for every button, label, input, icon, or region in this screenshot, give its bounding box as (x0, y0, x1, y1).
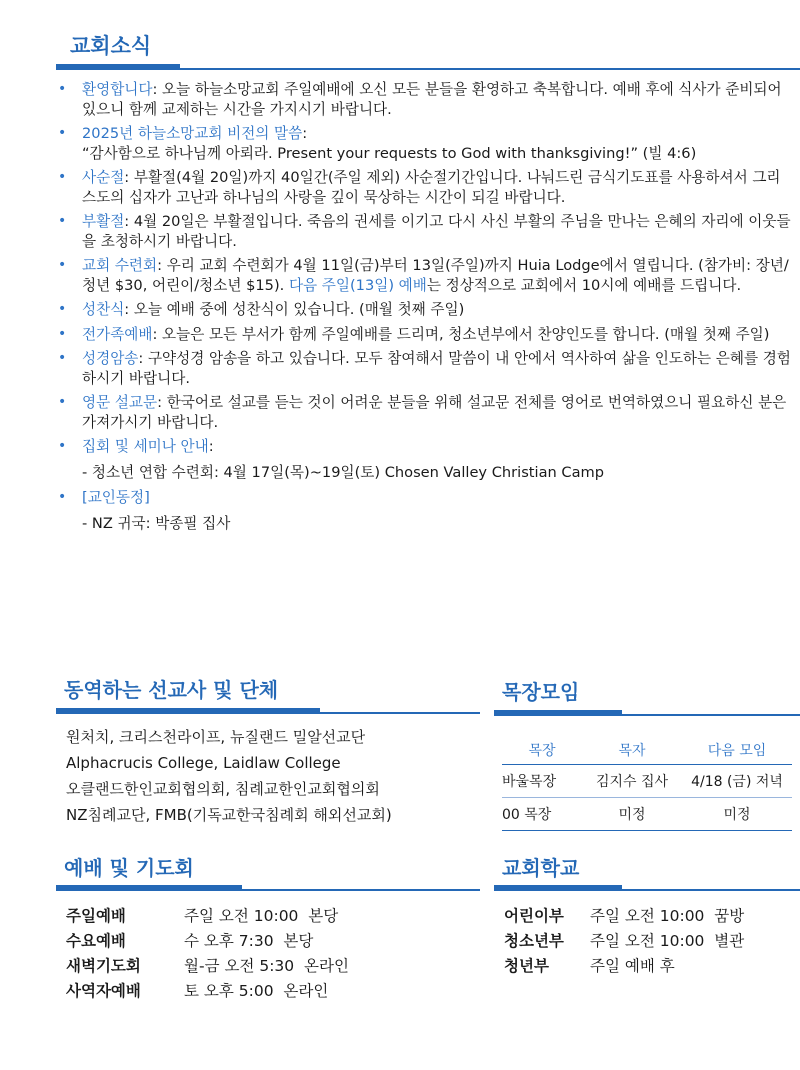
worship-name: 사역자예배 (66, 982, 141, 1000)
news-item-title: 성경암송 (82, 350, 139, 367)
bullet-icon: • (58, 213, 67, 229)
school-time: 주일 오전 10:00 꿈방 (590, 907, 745, 925)
news-item-text: : 부활절(4월 20일)까지 40일간(주일 제외) 사순절기간입니다. 나눠드린 금식기도표를 사용하셔서 그리스도의 십자가 고난과 하나님의 사랑을 깊이 묵상하는 시간이 되길 바랍니다. (82, 169, 781, 206)
news-accent-bar (56, 64, 180, 70)
worship-title: 예배 및 기도회 (64, 856, 194, 880)
mokjang-header-cell: 목장 (528, 743, 556, 759)
news-item-text: : 오늘은 모든 부서가 함께 주일예배를 드리며, 청소년부에서 찬양인도를 합니다. (매월 첫째 주일) (152, 325, 770, 343)
worship-name: 새벽기도회 (66, 957, 141, 975)
mokjang-table (502, 736, 792, 831)
news-item-title: 집회 및 세미나 안내 (82, 438, 209, 455)
missions-line: NZ침례교단, FMB(기독교한국침례회 해외선교회) (66, 806, 392, 824)
news-item (56, 488, 792, 533)
news-item-sub: - 청소년 연합 수련회: 4월 17일(목)~19일(토) Chosen Valley Christian Camp (82, 463, 605, 481)
news-item (56, 80, 792, 119)
news-item (56, 256, 792, 295)
worship-time: 토 오후 5:00 온라인 (184, 982, 329, 1000)
news-item (56, 124, 792, 163)
news-item-title: 영문 설교문 (82, 394, 158, 411)
school-name: 청소년부 (504, 932, 564, 950)
school-time: 주일 예배 후 (590, 957, 675, 975)
news-item (56, 349, 792, 388)
bullet-icon: • (58, 438, 67, 454)
bullet-icon: • (58, 125, 67, 141)
missions-accent-bar (56, 708, 320, 714)
school-row (504, 929, 744, 954)
missions-line: 원처치, 크리스천라이프, 뉴질랜드 밀알선교단 (66, 728, 366, 746)
mokjang-cell: 4/18 (금) 저녁 (691, 774, 783, 790)
worship-time: 월-금 오전 5:30 온라인 (184, 957, 349, 975)
news-item-text: : 오늘 예배 중에 성찬식이 있습니다. (매월 첫째 주일) (124, 301, 465, 318)
mokjang-title: 목장모임 (502, 680, 580, 704)
mokjang-cell: 미정 (723, 807, 751, 823)
mokjang-cell: 미정 (618, 807, 646, 823)
missions-title: 동역하는 선교사 및 단체 (64, 678, 279, 702)
worship-accent-bar (56, 885, 242, 891)
school-title: 교회학교 (502, 856, 580, 880)
news-item-title: 전가족예배 (82, 325, 153, 343)
mokjang-cell: 00 목장 (502, 807, 552, 823)
news-item (56, 212, 792, 251)
worship-schedule (66, 904, 349, 1004)
news-item-text: : 오늘 하늘소망교회 주일예배에 오신 모든 분들을 환영하고 축복합니다. 예배 후에 식사가 준비되어 있으니 함께 교제하는 시간을 가지시기 바랍니다. (82, 81, 782, 118)
news-item-text: : 4월 20일은 부활절입니다. 죽음의 권세를 이기고 다시 사신 부활의 주님을 만나는 은혜의 자리에 이웃들을 초청하시기 바랍니다. (82, 213, 791, 250)
mokjang-header-cell: 다음 모임 (707, 743, 767, 759)
worship-row (66, 979, 349, 1004)
news-item-title: 2025년 하늘소망교회 비전의 말씀 (82, 125, 303, 142)
school-accent-bar (494, 885, 622, 891)
mokjang-accent-bar (494, 710, 622, 716)
news-item-title: 교회 수련회 (82, 257, 158, 274)
school-row (504, 904, 744, 929)
bullet-icon: • (58, 81, 67, 97)
news-item (56, 437, 792, 482)
news-item-sub: “감사함으로 하나님께 아뢰라. Present your requests to God with thanksgiving!” (빌 4:6) (82, 144, 697, 162)
missions-line: 오클랜드한인교회협의회, 침례교한인교회협의회 (66, 780, 380, 798)
school-schedule (504, 904, 744, 979)
news-item-text: : (208, 438, 214, 455)
news-item (56, 325, 792, 345)
missions-list (66, 724, 392, 828)
news-item (56, 393, 792, 432)
school-name: 청년부 (504, 957, 549, 975)
mokjang-cell: 바울목장 (502, 774, 557, 790)
worship-row (66, 929, 349, 954)
news-item-sub: - NZ 귀국: 박종필 집사 (82, 514, 231, 532)
news-item (56, 168, 792, 207)
worship-name: 수요예배 (66, 932, 126, 950)
bullet-icon: • (58, 169, 67, 185)
news-item-title: [교인동정] (82, 489, 150, 506)
news-item (56, 300, 792, 320)
mokjang-header-row (502, 736, 792, 765)
bullet-icon: • (58, 301, 67, 317)
news-item-text: : (302, 125, 308, 142)
school-name: 어린이부 (504, 907, 564, 925)
mokjang-header-cell: 목자 (618, 743, 646, 759)
mokjang-cell: 김지수 집사 (595, 774, 669, 790)
bullet-icon: • (58, 394, 67, 410)
news-title: 교회소식 (70, 34, 152, 58)
news-item-title: 성찬식 (82, 301, 125, 318)
news-list (56, 80, 792, 539)
news-item-title: 부활절 (82, 213, 125, 230)
worship-time: 주일 오전 10:00 본당 (184, 907, 339, 925)
bullet-icon: • (58, 257, 67, 273)
bullet-icon: • (58, 325, 67, 342)
missions-line: Alphacrucis College, Laidlaw College (66, 754, 341, 772)
mokjang-row (502, 765, 792, 798)
news-item-text: : 우리 교회 수련회가 4월 11일(금)부터 13일(주일)까지 Huia Lodge에서 열립니다. (참가비: 장년/청년 $30, 어린이/청소년 $15). (82, 257, 789, 294)
news-item-title: 사순절 (82, 169, 125, 186)
bullet-icon: • (58, 489, 67, 505)
worship-time: 수 오후 7:30 본당 (184, 932, 314, 950)
school-row (504, 954, 744, 979)
worship-row (66, 954, 349, 979)
news-item-tail: 는 정상적으로 교회에서 10시에 예배를 드립니다. (426, 276, 742, 294)
news-item-text: : 구약성경 암송을 하고 있습니다. 모두 참여해서 말씀이 내 안에서 역사하여 삶을 인도하는 은혜를 경험하시기 바랍니다. (82, 350, 791, 387)
worship-name: 주일예배 (66, 907, 126, 925)
worship-row (66, 904, 349, 929)
news-item-text: : 한국어로 설교를 듣는 것이 어려운 분들을 위해 설교문 전체를 영어로 번역하였으니 필요하신 분은 가져가시기 바랍니다. (82, 394, 787, 431)
news-item-highlight: 다음 주일(13일) 예배 (288, 276, 427, 294)
bullet-icon: • (58, 350, 67, 366)
mokjang-row (502, 798, 792, 831)
school-time: 주일 오전 10:00 별관 (590, 932, 745, 950)
news-item-title: 환영합니다 (82, 81, 153, 98)
